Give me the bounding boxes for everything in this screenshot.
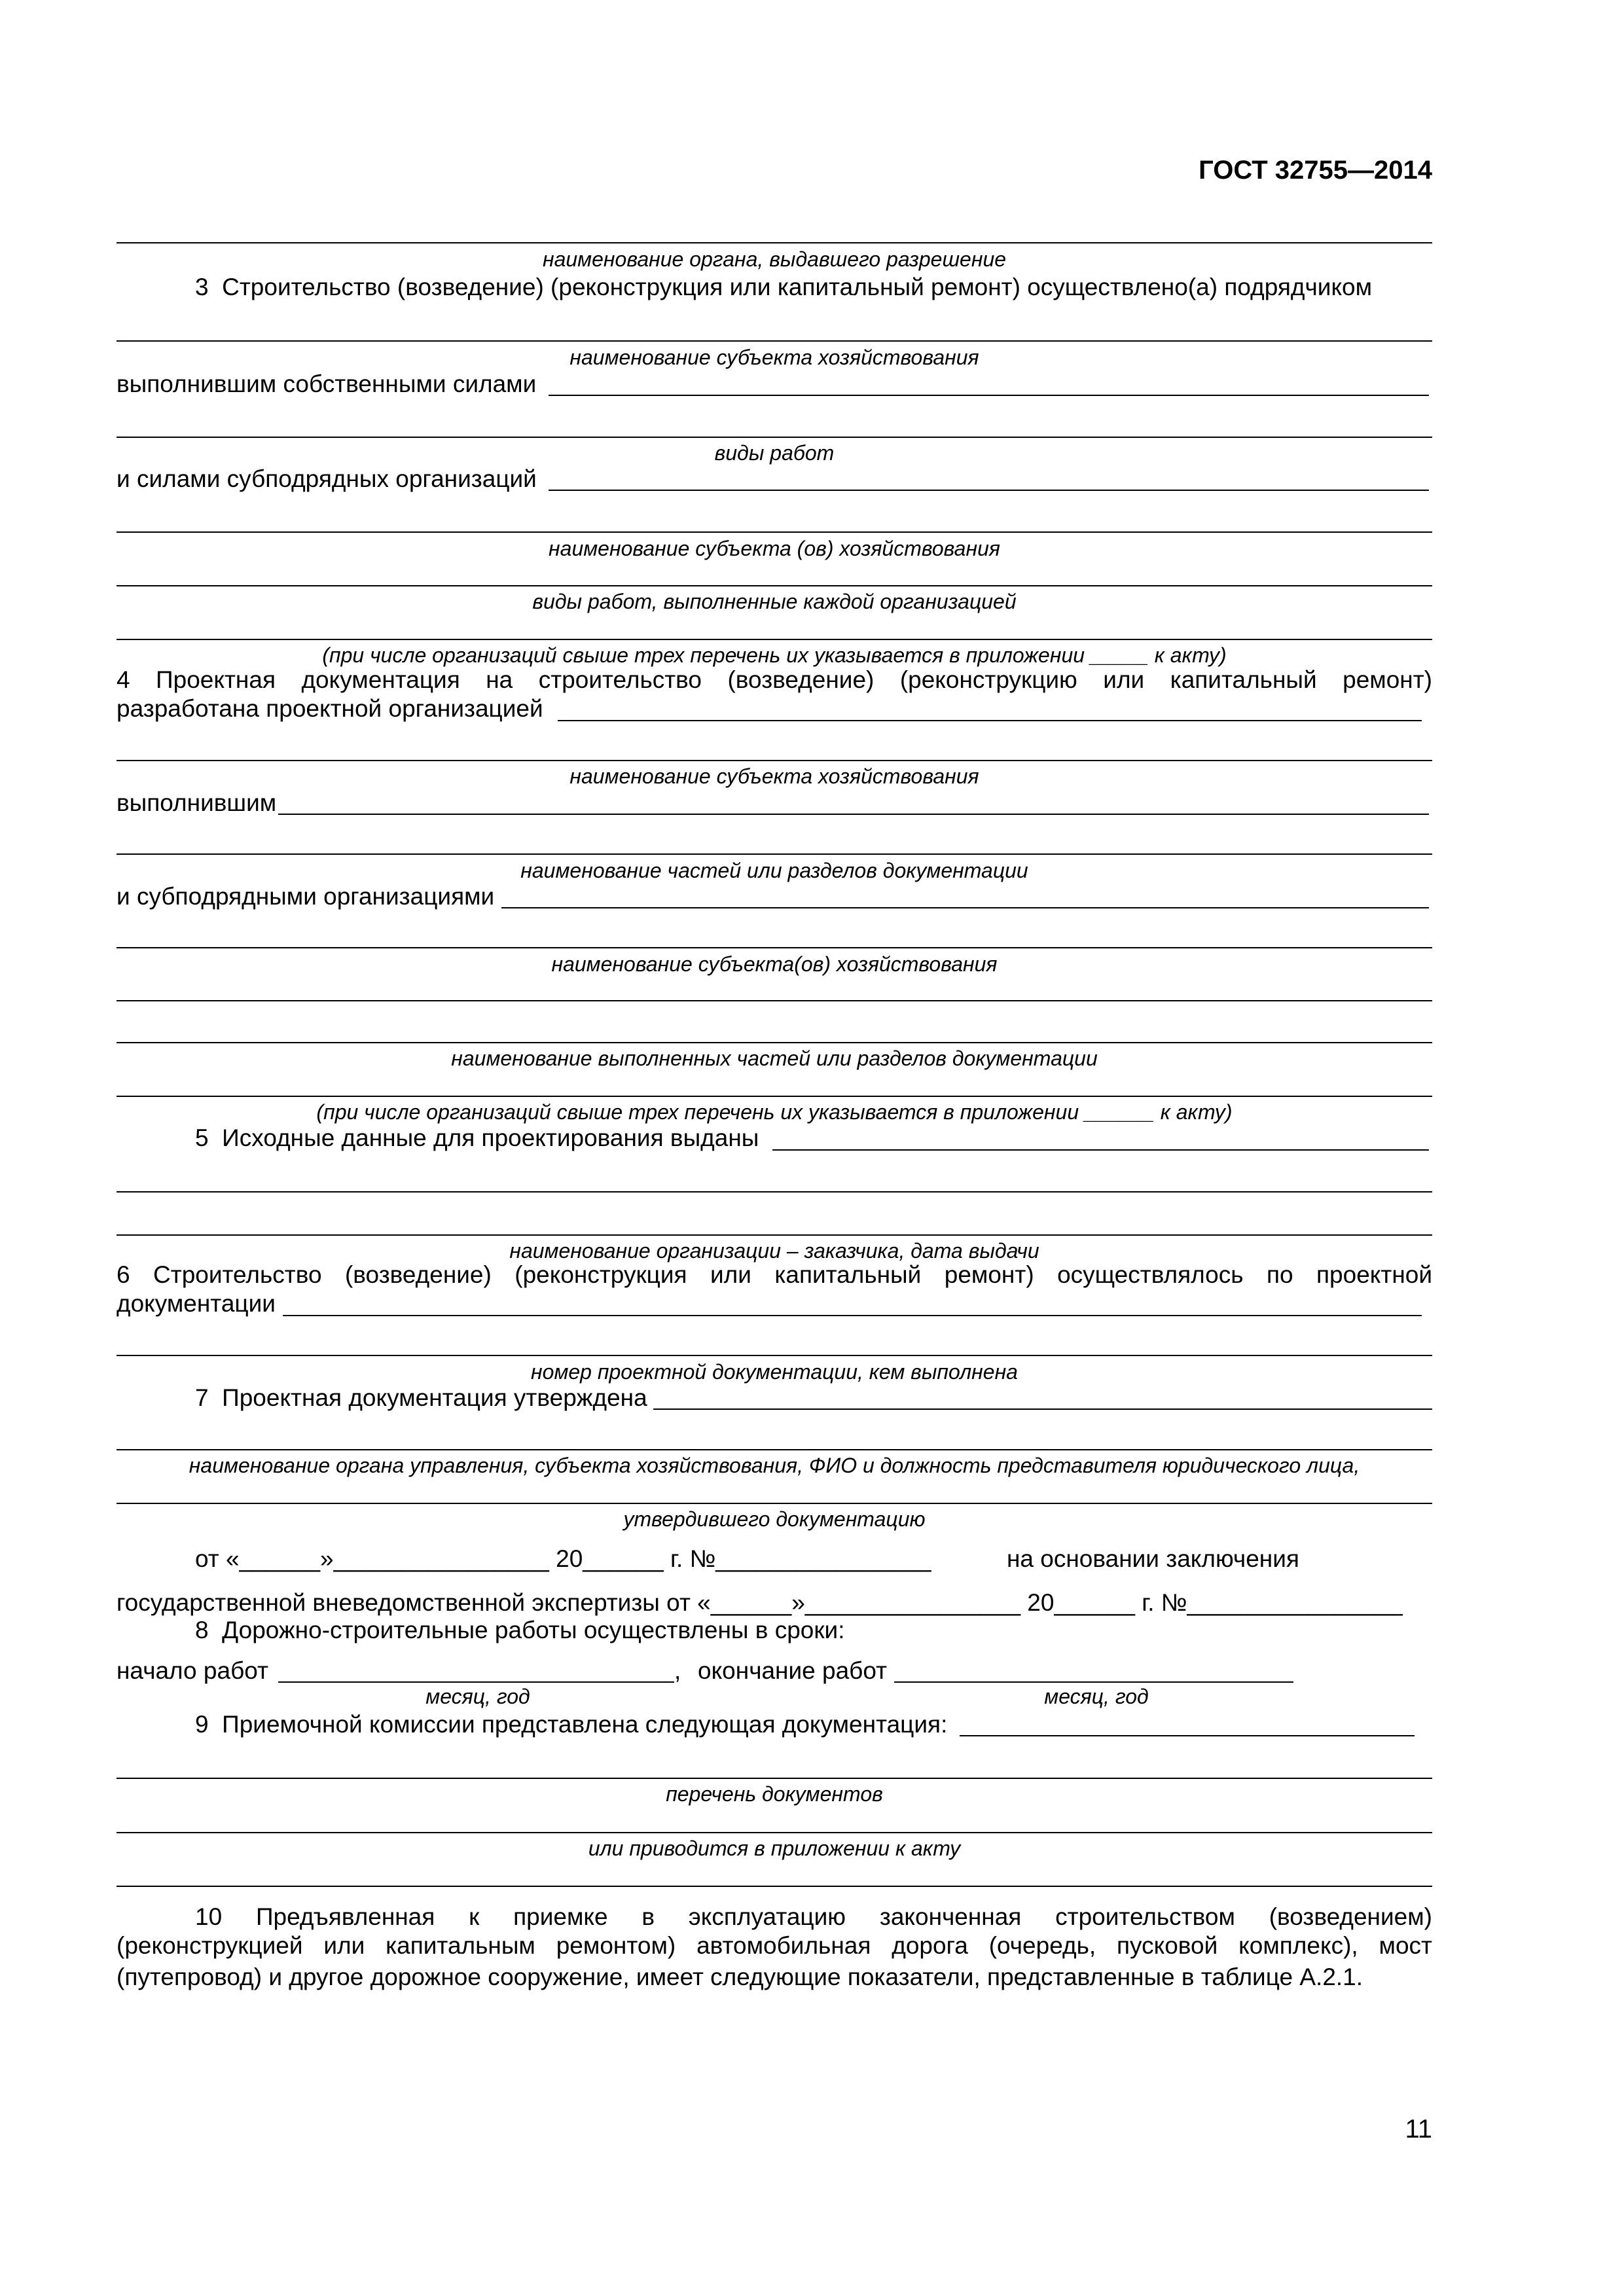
end-label: окончание работ (698, 1657, 888, 1684)
caption-doc-parts: наименование частей или разделов документации (520, 859, 1028, 882)
caption-appendix-list: или приводится в приложении к акту (588, 1837, 961, 1860)
caption-issuing-body: наименование органа, выдавшего разрешение (542, 247, 1007, 271)
fill-line (117, 1234, 1432, 1236)
caption-appendix-note-2: (при числе организаций свыше трех перечень их указывается в приложении ______ к акту) (316, 1100, 1233, 1124)
fill-line (117, 531, 1432, 533)
fill-line (117, 340, 1432, 342)
fill-line (117, 947, 1432, 948)
caption-approver-2: утвердившего документацию (623, 1507, 926, 1531)
item-5-text: 5 Исходные данные для проектирования выданы (195, 1124, 759, 1151)
item-10-line-3: (путепровод) и другое дорожное сооружение, имеет следующие показатели, представленные в таблице А.2.1. (117, 1964, 1363, 1990)
fill-line (549, 490, 1429, 491)
caption-subcontractors: наименование субъекта (ов) хозяйствования (549, 537, 1000, 560)
caption-doc-list: перечень документов (666, 1782, 883, 1806)
caption-appendix-note: (при числе организаций свыше трех перечень их указывается в приложении _____ к акту) (322, 643, 1227, 667)
fill-line (117, 242, 1432, 243)
approval-date-line: от «______»________________ 20______ г. №________________ (195, 1545, 931, 1572)
expertise-line: государственной вневедомственной экспертизы от «______»________________ 20______ г. №________________ (117, 1589, 1403, 1616)
fill-line (117, 760, 1432, 761)
fill-line (501, 907, 1429, 908)
caption-works-by-org: виды работ, выполненные каждой организацией (532, 590, 1017, 613)
caption-start-month: месяц, год (425, 1685, 530, 1708)
page-number: 11 (1405, 2115, 1432, 2144)
fill-line (558, 720, 1422, 721)
fill-line (278, 1681, 674, 1683)
item-6-line-2: документации (117, 1290, 276, 1317)
item-3-text: 3 Строительство (возведение) (реконструкция или капитальный ремонт) осуществлено(а) подрядчиком (195, 274, 1373, 300)
start-label: начало работ (117, 1657, 268, 1684)
fill-line (283, 1315, 1422, 1316)
item-8-text: 8 Дорожно-строительные работы осуществлены в сроки: (195, 1617, 845, 1643)
item-10-line-1: 10 Предъявленная к приемке в эксплуатацию законченная строительством (возведением) (195, 1903, 1432, 1930)
caption-doc-number: номер проектной документации, кем выполнена (531, 1360, 1018, 1384)
fill-line (117, 1832, 1432, 1833)
fill-line (549, 395, 1429, 396)
item-6-line-1: 6 Строительство (возведение) (реконструкция или капитальный ремонт) осуществлялось по проектной (117, 1261, 1432, 1288)
caption-design-org: наименование субъекта хозяйствования (569, 764, 979, 788)
fill-line (117, 437, 1432, 438)
fill-line (117, 853, 1432, 855)
fill-line (894, 1681, 1293, 1683)
fill-line (117, 1191, 1432, 1193)
own-forces-label: выполнившим собственными силами (117, 370, 537, 397)
comma: , (674, 1657, 681, 1684)
fill-line (117, 1449, 1432, 1450)
caption-contractor: наименование субъекта хозяйствования (569, 346, 979, 369)
fill-line (117, 585, 1432, 586)
item-9-text: 9 Приемочной комиссии представлена следующая документация: (195, 1711, 948, 1738)
fill-line (117, 639, 1432, 640)
caption-completed-parts: наименование выполненных частей или разделов документации (451, 1047, 1098, 1070)
fill-line (117, 1778, 1432, 1779)
basis-text: на основании заключения (1007, 1545, 1299, 1572)
fill-line (117, 1886, 1432, 1887)
fill-line (117, 1000, 1432, 1001)
performed-label: выполнившим (117, 789, 277, 816)
fill-line (653, 1408, 1432, 1410)
fill-line (117, 1096, 1432, 1097)
fill-line (960, 1735, 1415, 1736)
caption-end-month: месяц, год (1044, 1685, 1149, 1708)
item-7-text: 7 Проектная документация утверждена (195, 1384, 647, 1411)
fill-line (117, 1503, 1432, 1504)
fill-line (772, 1149, 1429, 1151)
fill-line (117, 1042, 1432, 1043)
item-4-line-2: разработана проектной организацией (117, 695, 543, 722)
fill-line (117, 1355, 1432, 1356)
caption-customer: наименование организации – заказчика, дата выдачи (509, 1239, 1039, 1263)
subcontract-orgs-label: и субподрядными организациями (117, 883, 495, 910)
subcontractor-forces-label: и силами субподрядных организаций (117, 465, 537, 492)
caption-approver: наименование органа управления, субъекта хозяйствования, ФИО и должность представителя юридического лица, (189, 1454, 1360, 1477)
fill-line (278, 814, 1429, 815)
document-id: ГОСТ 32755—2014 (1199, 156, 1432, 185)
item-4-line-1: 4 Проектная документация на строительство (возведение) (реконструкцию или капитальный ремонт) (117, 666, 1432, 693)
item-10-line-2: (реконструкцией или капитальным ремонтом) автомобильная дорога (очередь, пусковой комплекс), мост (117, 1932, 1432, 1959)
caption-work-types: виды работ (714, 441, 835, 465)
caption-subjects: наименование субъекта(ов) хозяйствования (551, 952, 998, 976)
